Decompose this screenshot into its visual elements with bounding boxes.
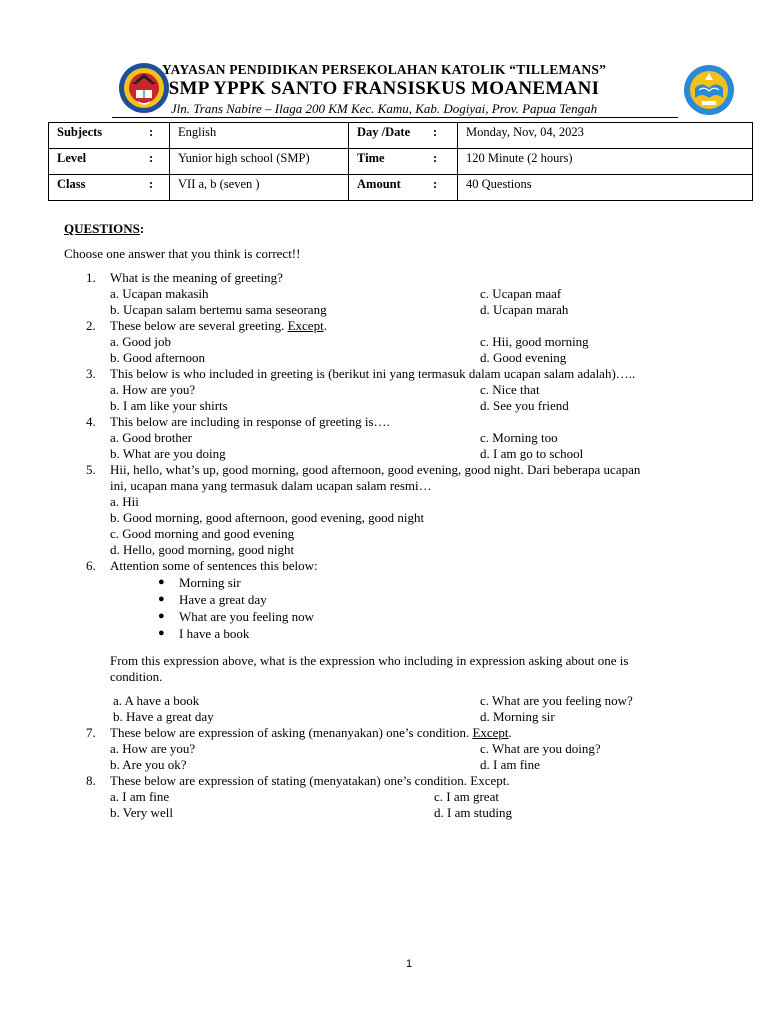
class-label-cell — [49, 175, 170, 201]
q3-text: This below is who included in greeting is (berikut ini yang termasuk dalam ucapan salam adalah)….. — [110, 366, 636, 381]
day-label-cell — [349, 123, 458, 149]
exam-info-table — [48, 122, 753, 201]
q6-option-c: c. What are you feeling now? — [480, 693, 633, 708]
time-label: Time — [357, 151, 385, 165]
q6-number: 6. — [86, 558, 96, 573]
q5-option-b: b. Good morning, good afternoon, good evening, good night — [110, 510, 425, 525]
q2-text-main: These below are several greeting. — [110, 318, 288, 333]
class-label: Class — [57, 177, 86, 191]
q6-bullet-item: What are you feeling now — [179, 609, 315, 624]
q7-except: Except — [472, 725, 509, 740]
q7-text — [110, 725, 512, 741]
colon: : — [433, 177, 438, 191]
q7-text-main: These below are expression of asking (menanyakan) one’s condition. — [110, 725, 473, 740]
q7-dot: . — [508, 725, 512, 740]
q8-option-b: b. Very well — [110, 805, 173, 820]
q2-option-b: b. Good afternoon — [110, 350, 205, 365]
q2-number: 2. — [86, 318, 96, 333]
q6-followup-line1: From this expression above, what is the expression who including in expression asking about one is — [110, 653, 629, 668]
colon: : — [149, 151, 154, 165]
q6-followup-line2: condition. — [110, 669, 163, 684]
q5-number: 5. — [86, 462, 96, 477]
school-address: Jln. Trans Nabire – Ilaga 200 KM Kec. Kamu, Kab. Dogiyai, Prov. Papua Tengah — [170, 101, 598, 116]
q2-option-d: d. Good evening — [480, 350, 567, 365]
instruction: Choose one answer that you think is correct!! — [64, 246, 301, 261]
bullet-dot-icon: ● — [158, 627, 165, 639]
q5-option-c: c. Good morning and good evening — [110, 526, 295, 541]
q5-text-line2: ini, ucapan mana yang termasuk dalam ucapan salam resmi… — [110, 478, 432, 493]
amount-label-cell — [349, 175, 458, 201]
questions-heading — [64, 221, 144, 237]
q3-option-b: b. I am like your shirts — [110, 398, 228, 413]
time-label-cell — [349, 149, 458, 175]
questions-heading-colon: : — [139, 221, 145, 236]
level-label-cell — [49, 149, 170, 175]
colon: : — [149, 125, 154, 139]
q4-text: This below are including in response of greeting is…. — [110, 414, 390, 429]
q1-number: 1. — [86, 270, 96, 285]
header-divider — [112, 117, 678, 118]
q2-option-c: c. Hii, good morning — [480, 334, 589, 349]
q4-number: 4. — [86, 414, 96, 429]
colon: : — [433, 151, 438, 165]
q8-number: 8. — [86, 773, 96, 788]
q4-option-c: c. Morning too — [480, 430, 558, 445]
day-label: Day /Date — [357, 125, 411, 139]
q8-option-d: d. I am studing — [434, 805, 512, 820]
q5-option-d: d. Hello, good morning, good night — [110, 542, 295, 557]
q4-option-b: b. What are you doing — [110, 446, 226, 461]
q6-option-a: a. A have a book — [113, 693, 200, 708]
q7-number: 7. — [86, 725, 96, 740]
q7-option-c: c. What are you doing? — [480, 741, 601, 756]
q5-option-a: a. Hii — [110, 494, 139, 509]
q3-option-d: d. See you friend — [480, 398, 569, 413]
q1-option-a: a. Ucapan makasih — [110, 286, 209, 301]
subjects-label: Subjects — [57, 125, 103, 139]
bullet-dot-icon: ● — [158, 610, 165, 622]
q6-bullet-item: Have a great day — [179, 592, 267, 607]
amount-label: Amount — [357, 177, 401, 191]
q2-text — [110, 318, 327, 334]
amount-value: 40 Questions — [458, 175, 753, 201]
q6-option-d: d. Morning sir — [480, 709, 555, 724]
q6-bullet-item: I have a book — [179, 626, 250, 641]
q6-option-b: b. Have a great day — [113, 709, 214, 724]
q7-option-d: d. I am fine — [480, 757, 540, 772]
colon: : — [433, 125, 438, 139]
bullet-dot-icon: ● — [158, 593, 165, 605]
q4-option-a: a. Good brother — [110, 430, 192, 445]
questions-heading-text: QUESTIONS — [64, 221, 140, 236]
q1-option-c: c. Ucapan maaf — [480, 286, 562, 301]
subjects-label-cell — [49, 123, 170, 149]
q1-option-d: d. Ucapan marah — [480, 302, 569, 317]
time-value: 120 Minute (2 hours) — [458, 149, 753, 175]
subjects-value: English — [170, 123, 349, 149]
q5-text-line1: Hii, hello, what’s up, good morning, good afternoon, good evening, good night. Dari beberapa ucapan — [110, 462, 641, 477]
q3-option-a: a. How are you? — [110, 382, 196, 397]
q1-text: What is the meaning of greeting? — [110, 270, 283, 285]
page-number: 1 — [406, 958, 413, 970]
q1-option-b: b. Ucapan salam bertemu sama seseorang — [110, 302, 327, 317]
q4-option-d: d. I am go to school — [480, 446, 584, 461]
bullet-dot-icon: ● — [158, 576, 165, 588]
level-value: Yunior high school (SMP) — [170, 149, 349, 175]
q8-option-a: a. I am fine — [110, 789, 170, 804]
day-value: Monday, Nov, 04, 2023 — [458, 123, 753, 149]
q2-except: Except — [287, 318, 324, 333]
class-value: VII a, b (seven ) — [170, 175, 349, 201]
q2-dot: . — [323, 318, 327, 333]
level-label: Level — [57, 151, 87, 165]
q6-bullet-item: Morning sir — [179, 575, 241, 590]
colon: : — [149, 177, 154, 191]
foundation-name: YAYASAN PENDIDIKAN PERSEKOLAHAN KATOLIK “TILLEMANS” — [161, 62, 607, 77]
q3-number: 3. — [86, 366, 96, 381]
q7-option-b: b. Are you ok? — [110, 757, 187, 772]
school-name: SMP YPPK SANTO FRANSISKUS MOANEMANI — [168, 78, 600, 99]
q2-option-a: a. Good job — [110, 334, 172, 349]
q3-option-c: c. Nice that — [480, 382, 540, 397]
q8-option-c: c. I am great — [434, 789, 499, 804]
q8-text: These below are expression of stating (menyatakan) one’s condition. Except. — [110, 773, 510, 788]
q6-text: Attention some of sentences this below: — [110, 558, 318, 573]
q7-option-a: a. How are you? — [110, 741, 196, 756]
